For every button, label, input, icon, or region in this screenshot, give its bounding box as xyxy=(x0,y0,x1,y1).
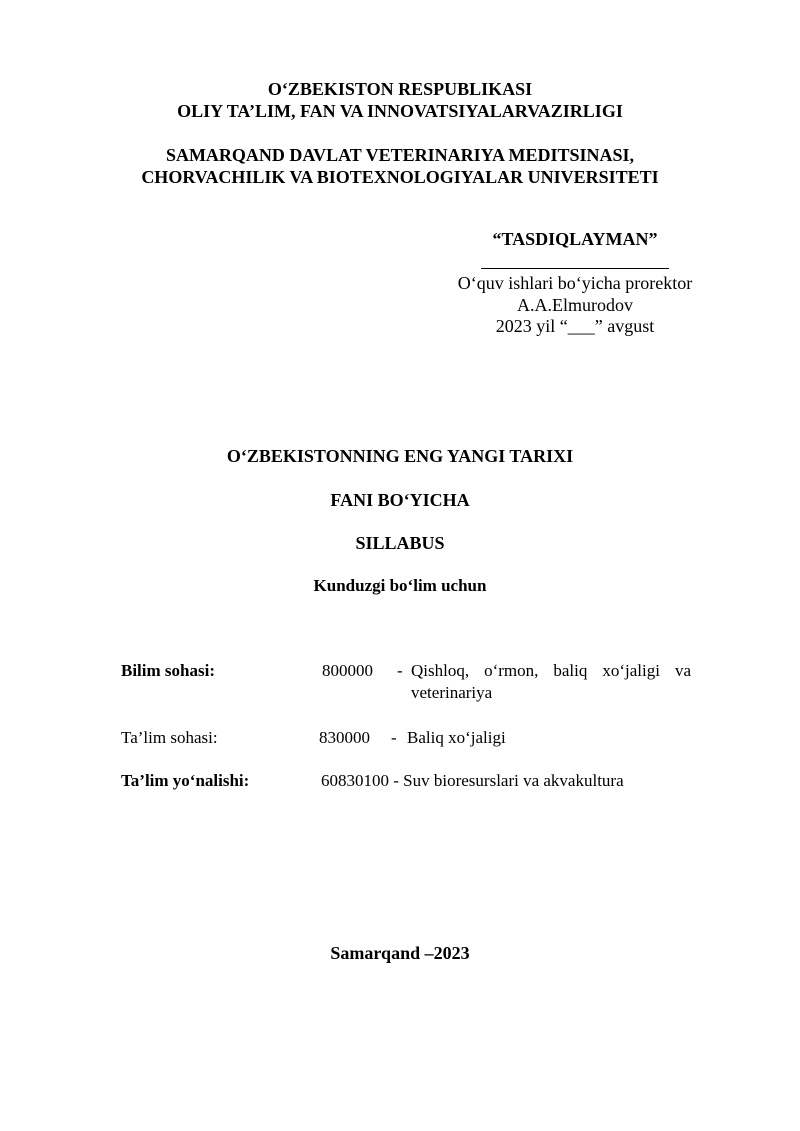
education-direction-label: Ta’lim yo‘nalishi: xyxy=(121,771,250,790)
approval-title: “TASDIQLAYMAN” xyxy=(492,229,658,249)
university-name-line1: SAMARQAND DAVLAT VETERINARIYA MEDITSINASI, xyxy=(165,145,635,165)
university-name-line2: CHORVACHILIK VA BIOTEXNOLOGIYALAR UNIVERSITETI xyxy=(141,167,659,187)
knowledge-area-code: 800000 xyxy=(322,661,373,680)
subject-suffix: FANI BO‘YICHA xyxy=(330,490,470,510)
department: Kunduzgi bo‘lim uchun xyxy=(313,576,487,595)
approval-date: 2023 yil “___” avgust xyxy=(495,316,655,336)
education-area-label: Ta’lim sohasi: xyxy=(121,728,218,747)
signature-line xyxy=(440,250,710,274)
subject-title: O‘ZBEKISTONNING ENG YANGI TARIXI xyxy=(226,446,574,466)
knowledge-area-dash: - xyxy=(397,661,403,680)
place-year: Samarqand –2023 xyxy=(330,943,470,963)
education-area-code: 830000 xyxy=(319,728,370,747)
education-area-description: Baliq xo‘jaligi xyxy=(407,728,506,747)
ministry-country: O‘ZBEKISTON RESPUBLIKASI xyxy=(267,79,533,99)
university-heading xyxy=(0,144,800,188)
document-type: SILLABUS xyxy=(355,533,445,553)
ministry-name: OLIY TA’LIM, FAN VA INNOVATSIYALARVAZIRLIGI xyxy=(177,101,623,121)
knowledge-area-description: Qishloq, o‘rmon, baliq xo‘jaligi va veterinariya xyxy=(411,661,691,702)
approval-name: A.A.Elmurodov xyxy=(517,295,633,315)
education-area-dash: - xyxy=(391,728,397,747)
knowledge-area-label: Bilim sohasi: xyxy=(121,661,215,680)
education-direction-value: 60830100 - Suv bioresurslari va akvakultura xyxy=(321,771,624,790)
ministry-heading xyxy=(0,78,800,122)
approval-role: O‘quv ishlari bo‘yicha prorektor xyxy=(457,273,693,293)
signature-blank xyxy=(481,250,669,269)
